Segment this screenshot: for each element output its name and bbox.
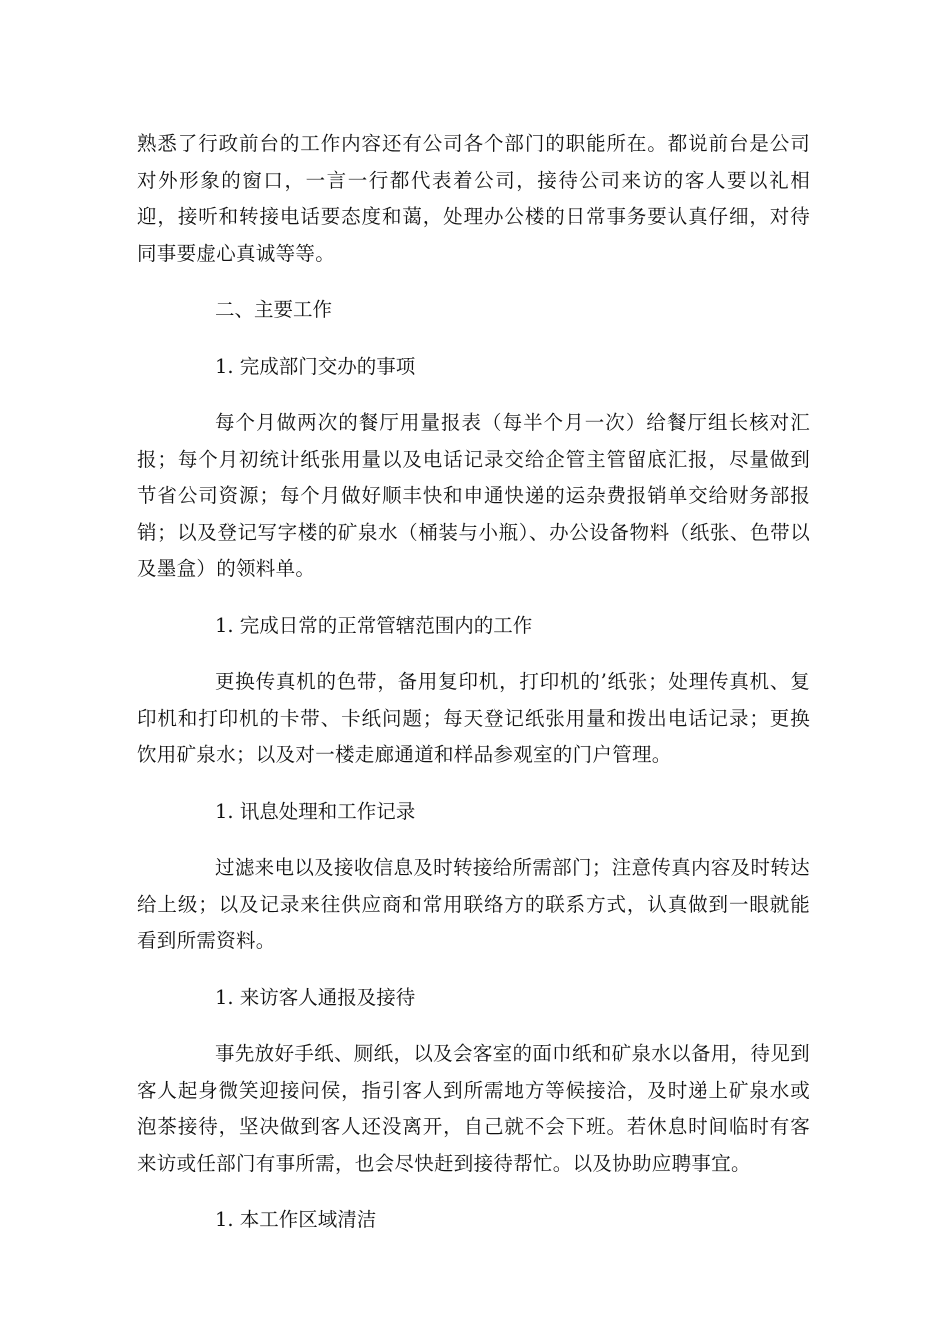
- item-body-1: 每个月做两次的餐厅用量报表（每半个月一次）给餐厅组长核对汇报；每个月初统计纸张用量以及电话记录交给企管主管留底汇报，尽量做到节省公司资源；每个月做好顺丰快和申通快递的运杂费报销单交给财务部报销；以及登记写字楼的矿泉水（桶装与小瓶）、办公设备物料（纸张、色带以及墨盒）的领料单。: [137, 411, 810, 580]
- item-title-3: 1. 讯息处理和工作记录: [215, 799, 416, 823]
- document-page: [137, 126, 810, 1239]
- item-body-4: 事先放好手纸、厕纸，以及会客室的面巾纸和矿泉水以备用，待见到客人起身微笑迎接问侯，指引客人到所需地方等候接洽，及时递上矿泉水或泡茶接待，坚决做到客人还没离开，自己就不会下班。若休息时间临时有客来访或任部门有事所需，也会尽快赶到接待帮忙。以及协助应聘事宜。: [137, 1042, 810, 1175]
- item-title-2: 1. 完成日常的正常管辖范围内的工作: [215, 613, 533, 637]
- intro-paragraph: 熟悉了行政前台的工作内容还有公司各个部门的职能所在。都说前台是公司对外形象的窗口，一言一行都代表着公司，接待公司来访的客人要以礼相迎，接听和转接电话要态度和蔼，处理办公楼的日常事务要认真仔细，对待同事要虚心真诚等等。: [137, 132, 810, 265]
- item-body-2: 更换传真机的色带，备用复印机，打印机的’纸张；处理传真机、复印机和打印机的卡带、卡纸问题；每天登记纸张用量和拨出电话记录；更换饮用矿泉水；以及对一楼走廊通道和样品参观室的门户管理。: [137, 670, 810, 766]
- item-body-3: 过滤来电以及接收信息及时转接给所需部门；注意传真内容及时转达给上级；以及记录来往供应商和常用联络方的联系方式，认真做到一眼就能看到所需资料。: [137, 856, 810, 952]
- item-title-1: 1. 完成部门交办的事项: [215, 354, 416, 378]
- item-title-4: 1. 来访客人通报及接待: [215, 985, 416, 1009]
- item-title-5: 1. 本工作区域清洁: [215, 1208, 377, 1231]
- section-heading: 二、主要工作: [215, 298, 333, 321]
